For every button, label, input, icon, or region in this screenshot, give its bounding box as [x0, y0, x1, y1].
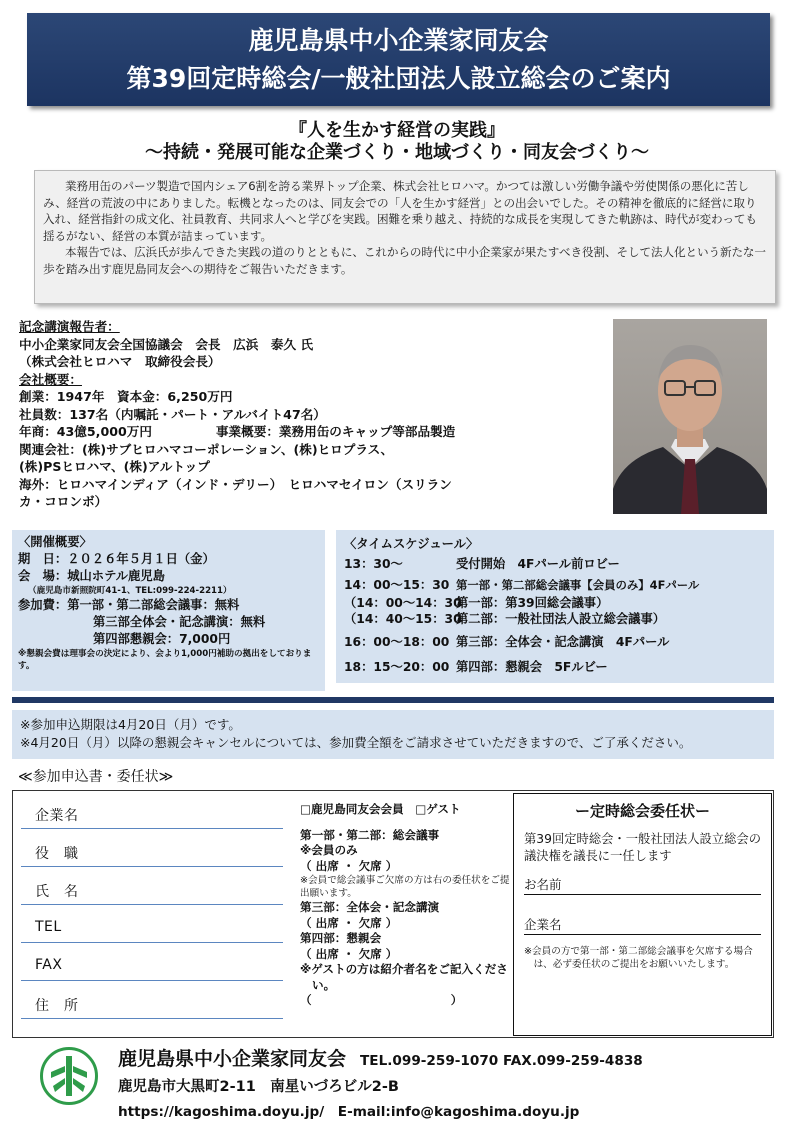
intro-paragraph-1: 業務用缶のパーツ製造で国内シェア6割を誇る業界トップ企業、株式会社ヒロハマ。かつては激しい労働争議や労使関係の悪化に苦しみ、経営の荒波の中にありました。転機となったのは、同友会での「人を生かす経営」との出会いでした。その精神を徹底的に経営に取り入れ、経営指針の成文化、社員教育、共同求人へと学びを実践。困難を乗り越え、持続的な成長を実現してきた軌跡は、時代が変わっても揺るがない、経営の本質が詰まっています。 — [43, 179, 757, 243]
speaker-heading: 記念講演報告者： — [19, 319, 120, 334]
company-founded: 創業：1947年 資本金：6,250万円 — [19, 389, 233, 404]
part4-attend[interactable]: （ 出席 ・ 欠席 ） — [300, 946, 398, 961]
field-name[interactable]: 氏 名 — [21, 867, 283, 905]
proxy-company-field[interactable]: 企業名 — [524, 905, 761, 935]
event-fee-note: ※懇親会費は理事会の決定により、会より1,000円補助の拠出をしております。 — [18, 649, 312, 671]
footer-org: 鹿児島県中小企業家同友会 — [118, 1048, 347, 1070]
part4-label: 第四部：懇親会 — [300, 931, 382, 945]
attendance-options — [300, 802, 510, 1009]
footer — [118, 1044, 643, 1120]
absent-note: ※会員で総会議事ご欠席の方は右の委任状をご提出願います。 — [300, 875, 510, 899]
field-address[interactable]: 住 所 — [21, 981, 283, 1019]
speaker-name: 中小企業家同友会全国協議会 会長 広浜 泰久 氏 — [19, 336, 314, 352]
event-fee-1: 参加費：第一部・第二部総会議事：無料 — [18, 598, 240, 612]
notice-box — [12, 710, 774, 759]
event-venue: 会 場：城山ホテル鹿児島 — [18, 569, 165, 583]
guest-referrer-field[interactable]: （ ） — [300, 993, 463, 1007]
theme-title: 『人を生かす経営の実践』 — [289, 120, 505, 141]
event-date: 期 日：２０２６年５月１日（金） — [18, 552, 215, 566]
field-tel[interactable]: TEL — [21, 905, 283, 943]
guest-note: ※ゲストの方は紹介者名をご記入ください。 — [300, 962, 508, 992]
members-only: ※会員のみ — [300, 843, 358, 857]
schedule-row: 16：00～18：00 第三部：全体会・記念講演 4Fパール — [344, 635, 670, 650]
company-business: 事業概要：業務用缶のキャップ等部品製造 — [215, 424, 456, 439]
header-title-line2: 第39回定時総会/一般社団法人設立総会のご案内 — [126, 64, 671, 93]
company-related-1: 関連会社：(株)サブヒロハマコーポレーション、(株)ヒロプラス、 — [19, 441, 394, 457]
part3-attend[interactable]: （ 出席 ・ 欠席 ） — [300, 915, 398, 930]
footer-address: 鹿児島市大黒町2-11 南星いづろビル2-B — [118, 1079, 399, 1095]
schedule-row: （14：00～14：30第一部：第39回総会議事） — [344, 596, 609, 611]
event-address: （鹿児島市新照院町41-1、TEL:099-224-2211） — [28, 586, 232, 596]
proxy-form — [513, 793, 772, 1036]
schedule-heading: 〈タイムスケジュール〉 — [344, 537, 479, 551]
company-revenue: 年商：43億5,000万円 — [19, 424, 152, 439]
company-overseas-1: 海外：ヒロハマインディア（インド・デリー） ヒロハマセイロン（スリラン — [19, 476, 452, 492]
company-related-2: (株)PSヒロハマ、(株)アルトップ — [19, 459, 210, 474]
header-title-line1: 鹿児島県中小企業家同友会 — [248, 26, 549, 55]
schedule-row: 13：30～ 受付開始 4Fパール前ロビー — [344, 557, 620, 572]
part3-label: 第三部：全体会・記念講演 — [300, 900, 440, 914]
schedule-row: 18：15～20：00 第四部：懇親会 5Fルビー — [344, 659, 608, 674]
field-company[interactable]: 企業名 — [21, 791, 283, 829]
theme-subtitle: ～持続・発展可能な企業づくり・地域づくり・同友会づくり～ — [145, 142, 649, 163]
notice-deadline: ※参加申込期限は4月20日（月）です。 — [20, 717, 241, 732]
proxy-note: ※会員の方で第一部・第二部総会議事を欠席する場合は、必ず委任状のご提出をお願いいたします。 — [524, 946, 753, 970]
company-employees: 社員数：137名（内嘱託・パート・アルバイト47名） — [19, 406, 326, 422]
field-fax[interactable]: FAX — [21, 943, 283, 981]
time-schedule — [336, 530, 774, 683]
proxy-title: ー定時総会委任状ー — [574, 802, 710, 820]
header-banner — [27, 13, 770, 106]
proxy-body: 第39回定時総会・一般社団法人設立総会の議決権を議長に一任します — [524, 832, 761, 863]
event-summary — [12, 530, 325, 691]
event-fee-3: 第四部懇親会：7,000円 — [93, 632, 231, 646]
part12-attend[interactable]: （ 出席 ・ 欠席 ） — [300, 858, 398, 873]
event-heading: 〈開催概要〉 — [18, 535, 92, 549]
event-fee-2: 第三部全体会・記念講演：無料 — [93, 615, 266, 629]
speaker-photo — [613, 319, 767, 514]
company-heading: 会社概要： — [19, 371, 82, 387]
footer-contact: TEL.099-259-1070 FAX.099-259-4838 — [360, 1053, 643, 1069]
speaker-company: （株式会社ヒロハマ 取締役会長） — [19, 354, 221, 369]
speaker-info — [19, 318, 604, 511]
company-overseas-2: カ・コロンボ） — [19, 494, 108, 509]
member-type-checkboxes[interactable]: □鹿児島同友会会員 □ゲスト — [300, 802, 461, 816]
intro-paragraph-2: 本報告では、広浜氏が歩んできた実践の道のりとともに、これからの時代に中小企業家が果たすべき役割、そして法人化という新たな一歩を踏み出す鹿児島同友会への期待をご報告いただきます。 — [43, 245, 766, 276]
doyukai-logo — [40, 1047, 98, 1105]
part12-label: 第一部・第二部：総会議事 — [300, 827, 440, 842]
footer-web[interactable]: https://kagoshima.doyu.jp/ E-mail:info@kagoshima.doyu.jp — [118, 1104, 580, 1120]
form-title: ≪参加申込書・委任状≫ — [18, 769, 174, 785]
proxy-name-field[interactable]: お名前 — [524, 865, 761, 895]
field-position[interactable]: 役 職 — [21, 829, 283, 867]
schedule-row: 14：00～15：30 第一部・第二部総会議事【会員のみ】4Fパール — [344, 577, 700, 592]
divider-bar — [12, 697, 774, 703]
intro-box — [34, 170, 776, 304]
schedule-row: （14：40～15：30第二部：一般社団法人設立総会議事） — [344, 612, 666, 627]
notice-cancel: ※4月20日（月）以降の懇親会キャンセルについては、参加費全額をご請求させていただきますので、ご了承ください。 — [20, 735, 692, 750]
